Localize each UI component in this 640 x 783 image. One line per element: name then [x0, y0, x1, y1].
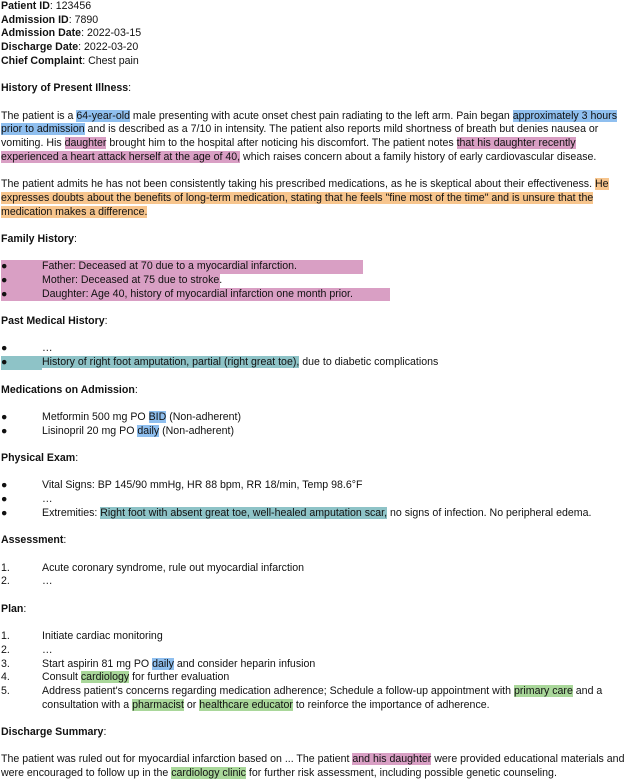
list-item: ● Mother: Deceased at 75 due to stroke.	[1, 273, 223, 286]
pmh-heading: Past Medical History:	[1, 315, 108, 328]
list-item: 1. Acute coronary syndrome, rule out myocardial infarction	[1, 561, 305, 574]
frequency-highlight: BID	[148, 410, 167, 423]
daughter-highlight: daughter	[64, 137, 107, 149]
list-item: 2. …	[1, 575, 53, 588]
header-block	[1, 0, 640, 69]
list-item: ● …	[1, 342, 53, 355]
pmh-list	[1, 342, 640, 369]
physical-exam-list	[1, 479, 640, 520]
frequency-highlight: daily	[137, 424, 160, 437]
list-item: ● Daughter: Age 40, history of myocardial infarction one month prior.	[1, 288, 390, 302]
adherence-doubt-highlight: He expresses doubts about the benefits of long-term medication, stating that he feels "fine most of the time" and is unsure that the medication makes a difference.	[1, 178, 609, 218]
discharge-date-value: 2022-03-20	[84, 41, 139, 54]
extremity-highlight: Right foot with absent great toe, well-healed amputation scar,	[100, 506, 388, 519]
family-highlight: and his daughter	[352, 753, 432, 766]
provider-highlight: primary care	[513, 684, 573, 697]
list-item: ● Extremities: Right foot with absent great toe, well-healed amputation scar, no signs of infection. No peripheral edema.	[1, 506, 592, 519]
hpi-heading: History of Present Illness:	[1, 82, 132, 95]
assessment-heading: Assessment:	[1, 534, 67, 547]
hpi-paragraph-1: The patient is a 64-year-old male presenting with acute onset chest pain radiating to the left arm. Pain began approximately 3 hours prior to admission and is described as a 7/10 in intensity. The patient also reports mild shortness of breath but denies nausea or vomiting. His daughter brought him to the hospital after noticing his discomfort. The patient notes that his daughter recently experienced a heart attack herself at the age of 40, which raises concern about a family history of early cardiovascular disease.	[1, 109, 618, 163]
list-item: ● History of right foot amputation, partial (right great toe), due to diabetic complications	[1, 356, 439, 369]
medications-list	[1, 411, 640, 438]
discharge-date-row: Discharge Date: 2022-03-20	[1, 41, 139, 54]
assessment-list	[1, 562, 640, 589]
patient-id-value: 123456	[55, 0, 92, 12]
admission-id-row: Admission ID: 7890	[1, 13, 99, 26]
age-highlight: 64-year-old	[76, 109, 130, 122]
list-item: ● Vital Signs: BP 145/90 mmHg, HR 88 bpm, RR 18/min, Temp 98.6°F	[1, 479, 363, 492]
onset-highlight: approximately 3 hours prior to admission	[1, 109, 618, 136]
admission-date-value: 2022-03-15	[86, 27, 142, 40]
admission-id-value: 7890	[74, 13, 99, 26]
list-item: ● …	[1, 493, 53, 506]
list-item: 1. Initiate cardiac monitoring	[1, 630, 163, 643]
discharge-summary-paragraph: The patient was ruled out for myocardial infarction based on ... The patient and his daughter were provided educational materials and were encouraged to follow up in the cardiology clinic for further risk assessment, including possible genetic counseling.	[1, 753, 625, 780]
list-item: 5. Address patient's concerns regarding medication adherence; Schedule a follow-up appointment with primary care and a consultation with a pharmacist or healthcare educator to reinforce the importance of adherence.	[1, 684, 603, 711]
amputation-highlight: History of right foot amputation, partial (right great toe),	[42, 356, 300, 369]
provider-highlight: cardiology clinic	[171, 767, 246, 780]
admission-date-row: Admission Date: 2022-03-15	[1, 27, 142, 40]
list-item: 3. Start aspirin 81 mg PO daily and consider heparin infusion	[1, 657, 316, 670]
discharge-summary-heading: Discharge Summary:	[1, 726, 107, 739]
list-item: ● Lisinopril 20 mg PO daily (Non-adherent)	[1, 424, 234, 437]
daughter-mi-highlight: that his daughter recently experienced a heart attack herself at the age of 40,	[1, 137, 576, 163]
plan-list	[1, 630, 640, 712]
physical-exam-heading: Physical Exam:	[1, 452, 79, 465]
provider-highlight: pharmacist	[132, 698, 184, 711]
family-history-heading: Family History:	[1, 232, 77, 245]
list-item: 2. …	[1, 643, 53, 656]
provider-highlight: cardiology	[80, 671, 130, 684]
hpi-paragraph-2: The patient admits he has not been consistently taking his prescribed medications, as he is skeptical about their effectiveness. He expresses doubts about the benefits of long-term medication, stating that he feels "fine most of the time" and is unsure that the medication makes a difference.	[1, 178, 609, 218]
medications-heading: Medications on Admission:	[1, 383, 138, 396]
list-item: 4. Consult cardiology for further evaluation	[1, 671, 230, 684]
patient-id-row: Patient ID: 123456	[1, 0, 92, 12]
list-item: ● Metformin 500 mg PO BID (Non-adherent)	[1, 410, 242, 423]
chief-complaint-value: Chest pain	[88, 54, 139, 67]
frequency-highlight: daily	[152, 657, 174, 670]
plan-heading: Plan:	[1, 602, 27, 615]
family-history-list	[1, 260, 640, 301]
provider-highlight: healthcare educator	[199, 698, 293, 711]
list-item: ● Father: Deceased at 70 due to a myocardial infarction.	[1, 260, 363, 274]
chief-complaint-row: Chief Complaint: Chest pain	[1, 54, 139, 67]
